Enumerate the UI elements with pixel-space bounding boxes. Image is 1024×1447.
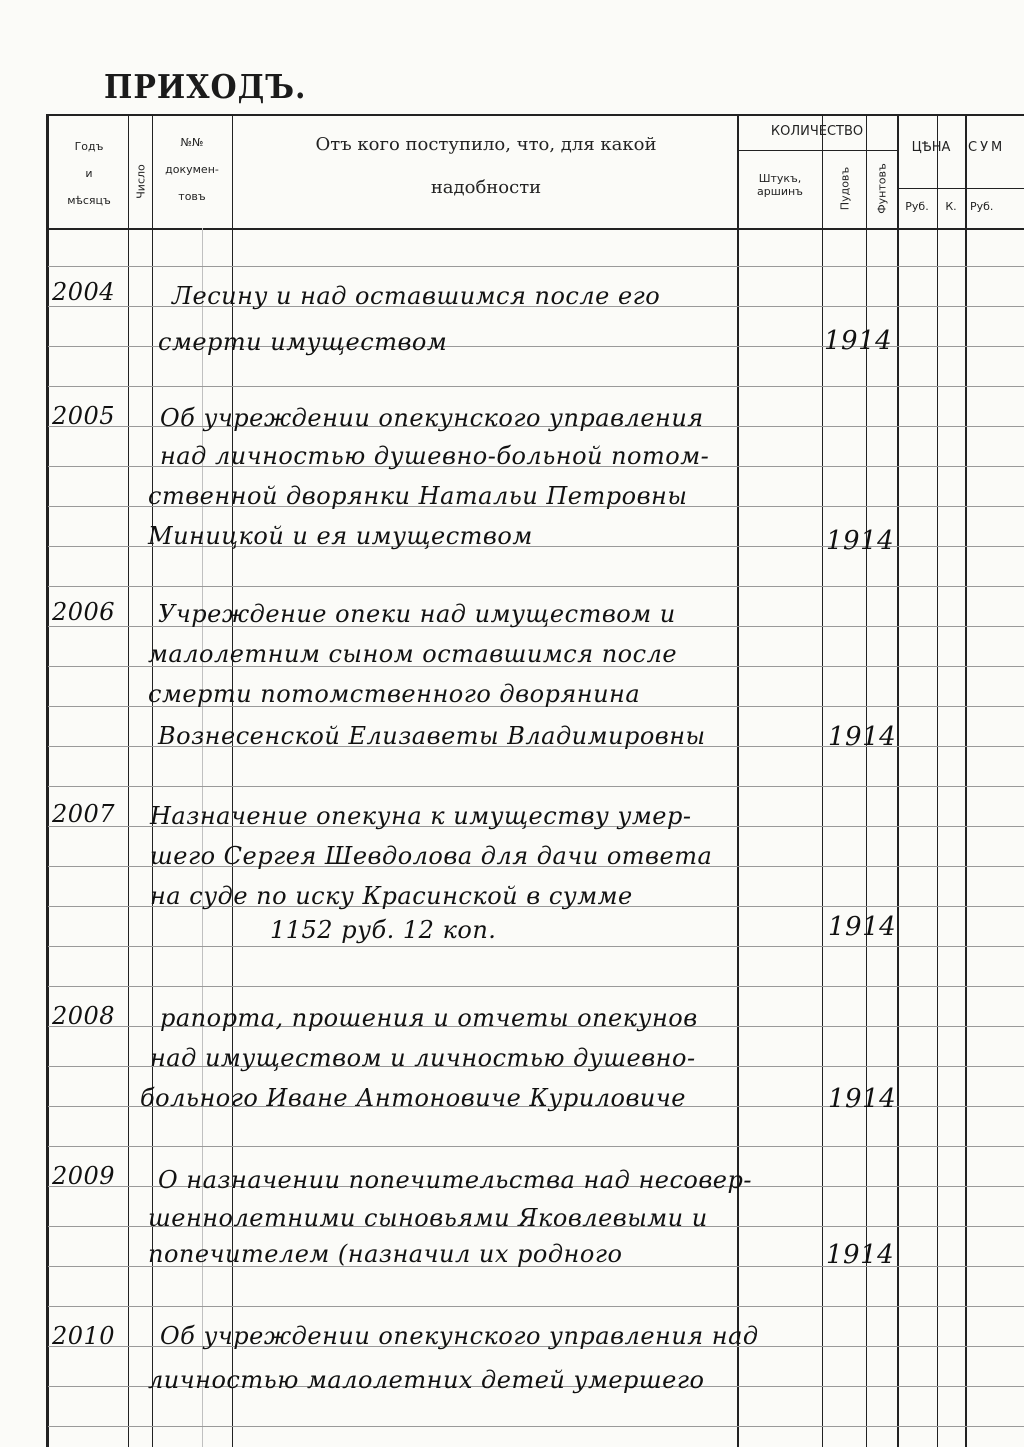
entry-text-line: 1152 руб. 12 коп. bbox=[270, 916, 497, 944]
header-sum-rub: Руб. bbox=[970, 200, 994, 213]
table-top-border bbox=[48, 114, 1024, 116]
entry-text-line: О назначении попечительства над несовер- bbox=[158, 1166, 752, 1194]
entry-text-line: над личностью душевно-больной потом- bbox=[160, 442, 710, 470]
header-pounds: Фунтовъ bbox=[875, 163, 889, 214]
header-price: ЦѢНА bbox=[911, 140, 951, 155]
ruled-line bbox=[48, 1146, 1024, 1147]
entry-text-line: смерти потомственного дворянина bbox=[148, 680, 641, 708]
entry-text-line: больного Иване Антоновиче Куриловиче bbox=[140, 1084, 686, 1112]
entry-year: 1914 bbox=[828, 912, 897, 942]
entry-number: 2009 bbox=[52, 1162, 116, 1190]
col-price-divider bbox=[897, 114, 899, 1447]
entry-text-line: шеннолетними сыновьями Яковлевыми и bbox=[148, 1204, 708, 1232]
left-border bbox=[46, 114, 49, 1447]
entry-year: 1914 bbox=[824, 326, 893, 356]
header-year-month: Годъ и мѣсяцъ bbox=[67, 140, 111, 208]
entry-text-line: Назначение опекуна к имуществу умер- bbox=[150, 802, 692, 830]
entry-text-line: шего Сергея Шевдолова для дачи ответа bbox=[150, 842, 713, 870]
header-doc-number: №№ докумен- товъ bbox=[165, 136, 219, 204]
header-sum: СУМ bbox=[968, 140, 1006, 155]
header-pieces: Штукъ, аршинъ bbox=[757, 172, 803, 199]
col-qty-divider bbox=[737, 114, 739, 1447]
entry-number: 2008 bbox=[52, 1002, 116, 1030]
header-description: Отъ кого поступило, что, для какой надобности bbox=[315, 134, 657, 198]
entry-text-line: ственной дворянки Натальи Петровны bbox=[148, 482, 688, 510]
header-bottom-border bbox=[48, 228, 1024, 230]
entry-text-line: личностью малолетних детей умершего bbox=[148, 1366, 705, 1394]
entry-text-line: Вознесенской Елизаветы Владимировны bbox=[158, 722, 706, 750]
entry-text-line: рапорта, прошения и отчеты опекунов bbox=[160, 1004, 698, 1032]
entry-number: 2007 bbox=[52, 800, 116, 828]
entry-year: 1914 bbox=[828, 1084, 897, 1114]
entry-text-line: Лесину и над оставшимся после его bbox=[172, 282, 661, 310]
entry-number: 2010 bbox=[52, 1322, 116, 1350]
ruled-line bbox=[48, 1426, 1024, 1427]
entry-number: 2006 bbox=[52, 598, 116, 626]
entry-text-line: Миницкой и ея имуществом bbox=[148, 522, 533, 550]
header-price-kop: К. bbox=[945, 200, 957, 213]
entry-year: 1914 bbox=[826, 526, 895, 556]
entry-number: 2005 bbox=[52, 402, 116, 430]
ruled-line bbox=[48, 946, 1024, 947]
entry-text-line: попечителем (назначил их родного bbox=[148, 1240, 623, 1268]
entry-text-line: Учреждение опеки над имуществом и bbox=[158, 600, 676, 628]
header-poods: Пудовъ bbox=[838, 166, 852, 211]
entry-number: 2004 bbox=[52, 278, 116, 306]
ruled-line bbox=[48, 386, 1024, 387]
entry-text-line: Об учреждении опекунского управления над bbox=[160, 1322, 759, 1350]
ruled-line bbox=[48, 1306, 1024, 1307]
entry-year: 1914 bbox=[826, 1240, 895, 1270]
quantity-header-divider bbox=[737, 150, 897, 151]
ruled-line bbox=[48, 266, 1024, 267]
entry-text-line: малолетним сыном оставшимся после bbox=[148, 640, 678, 668]
ruled-line bbox=[48, 986, 1024, 987]
col-day-divider bbox=[128, 114, 129, 1447]
header-day: Число bbox=[134, 164, 148, 199]
entry-text-line: над имуществом и личностью душевно- bbox=[150, 1044, 696, 1072]
header-price-rub: Руб. bbox=[905, 200, 929, 213]
entry-text-line: на суде по иску Красинской в сумме bbox=[150, 882, 633, 910]
header-quantity: КОЛИЧЕСТВО bbox=[770, 124, 864, 139]
entry-text-line: Об учреждении опекунского управления bbox=[160, 404, 704, 432]
ruled-line bbox=[48, 586, 1024, 587]
ruled-line bbox=[48, 786, 1024, 787]
entry-text-line: смерти имуществом bbox=[158, 328, 448, 356]
col-pood-divider bbox=[822, 114, 823, 1447]
col-sum-divider bbox=[965, 114, 967, 1447]
page-title: ПРИХОДЪ. bbox=[104, 68, 307, 107]
entry-year: 1914 bbox=[828, 722, 897, 752]
price-header-divider bbox=[897, 188, 1024, 189]
col-kop-divider bbox=[937, 114, 938, 1447]
